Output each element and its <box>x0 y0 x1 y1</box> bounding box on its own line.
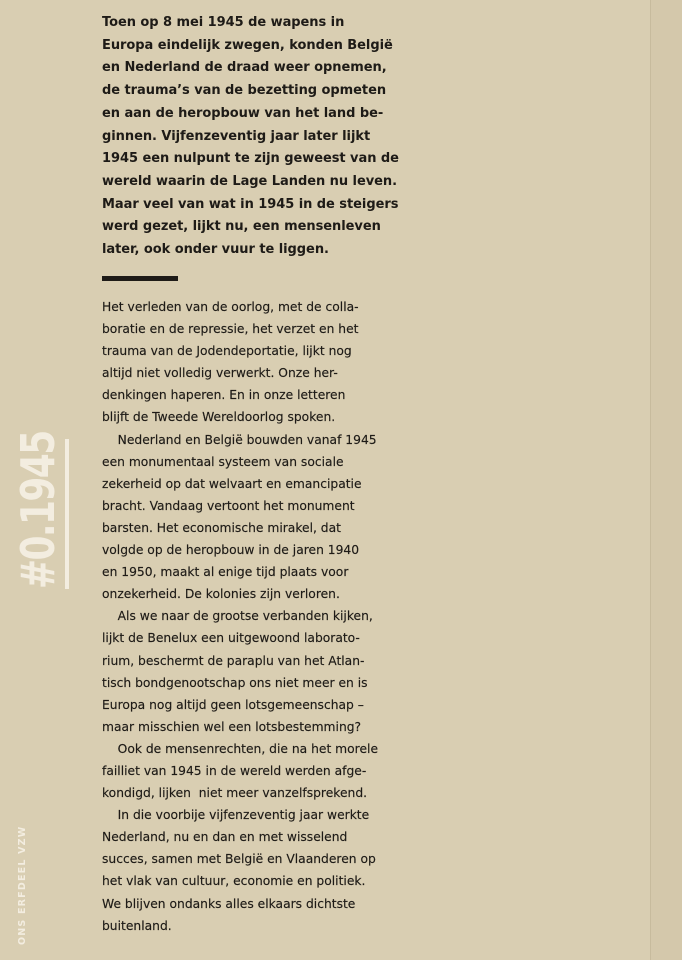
body-line: een monumentaal systeem van sociale <box>102 454 344 469</box>
body-line: trauma van de Jodendeportatie, lijkt nog <box>102 344 352 359</box>
section-divider <box>102 276 178 281</box>
body-line: Het verleden van de oorlog, met de colla- <box>102 300 359 314</box>
body-line: We blijven ondanks alles elkaars dichtste <box>102 896 356 911</box>
series-title <box>11 427 76 589</box>
body-line: onzekerheid. De kolonies zijn verloren. <box>102 587 340 602</box>
body-line: barsten. Het economische mirakel, dat <box>102 520 341 535</box>
series-title-text: #0.1945 <box>11 431 65 589</box>
body-line: Europa nog altijd geen lotsgemeenschap – <box>102 697 364 712</box>
intro-line: later, ook onder vuur te liggen. <box>102 242 329 258</box>
body-line: boratie en de repressie, het verzet en het <box>102 322 359 337</box>
publisher-label: ONS ERFDEEL VZW <box>17 825 28 945</box>
page-edge <box>650 0 682 960</box>
body-line: tisch bondgenootschap ons niet meer en is <box>102 675 368 690</box>
body-line: lijkt de Benelux een uitgewoond laborato- <box>102 631 360 646</box>
body-text <box>102 296 402 937</box>
intro-line: Toen op 8 mei 1945 de wapens in <box>102 15 345 30</box>
body-line: zekerheid op dat welvaart en emancipatie <box>102 476 362 491</box>
body-line: succes, samen met België en Vlaanderen op <box>102 852 376 867</box>
body-line: failliet van 1945 in de wereld werden afge- <box>102 763 367 778</box>
intro-line: en aan de heropbouw van het land be- <box>102 105 384 121</box>
body-line: In die voorbije vijfenzeventig jaar werkte <box>102 808 370 823</box>
intro-line: 1945 een nulpunt te zijn geweest van de <box>102 151 399 167</box>
body-line: blijft de Tweede Wereldoorlog spoken. <box>102 410 336 425</box>
body-line: Als we naar de grootse verbanden kijken, <box>102 609 373 624</box>
intro-line: Europa eindelijk zwegen, konden België <box>102 37 393 53</box>
intro-line: werd gezet, lijkt nu, een mensenleven <box>102 219 381 235</box>
body-line: kondigd, lijken niet meer vanzelfsprekend. <box>102 786 368 801</box>
series-title-underline <box>65 439 69 589</box>
intro-line: Maar veel van wat in 1945 in de steigers <box>102 196 399 212</box>
body-line: rium, beschermt de paraplu van het Atlan- <box>102 653 365 668</box>
body-line: altijd niet volledig verwerkt. Onze her- <box>102 366 338 381</box>
intro-line: ginnen. Vijfenzeventig jaar later lijkt <box>102 128 371 144</box>
body-line: Nederland, nu en dan en met wisselend <box>102 830 348 845</box>
body-line: Ook de mensenrechten, die na het morele <box>102 741 379 756</box>
body-line: denkingen haperen. En in onze letteren <box>102 388 346 403</box>
intro-line: de trauma’s van de bezetting opmeten <box>102 83 387 99</box>
body-line: buitenland. <box>102 918 172 933</box>
body-line: bracht. Vandaag vertoont het monument <box>102 498 355 513</box>
intro-line: en Nederland de draad weer opnemen, <box>102 60 387 76</box>
intro-paragraph <box>102 12 402 262</box>
body-line: Nederland en België bouwden vanaf 1945 <box>102 432 377 447</box>
body-line: volgde op de heropbouw in de jaren 1940 <box>102 543 360 558</box>
body-line: maar misschien wel een lotsbestemming? <box>102 719 362 734</box>
body-line: en 1950, maakt al enige tijd plaats voor <box>102 565 349 580</box>
body-line: het vlak van cultuur, economie en politiek. <box>102 874 366 889</box>
intro-line: wereld waarin de Lage Landen nu leven. <box>102 173 398 189</box>
